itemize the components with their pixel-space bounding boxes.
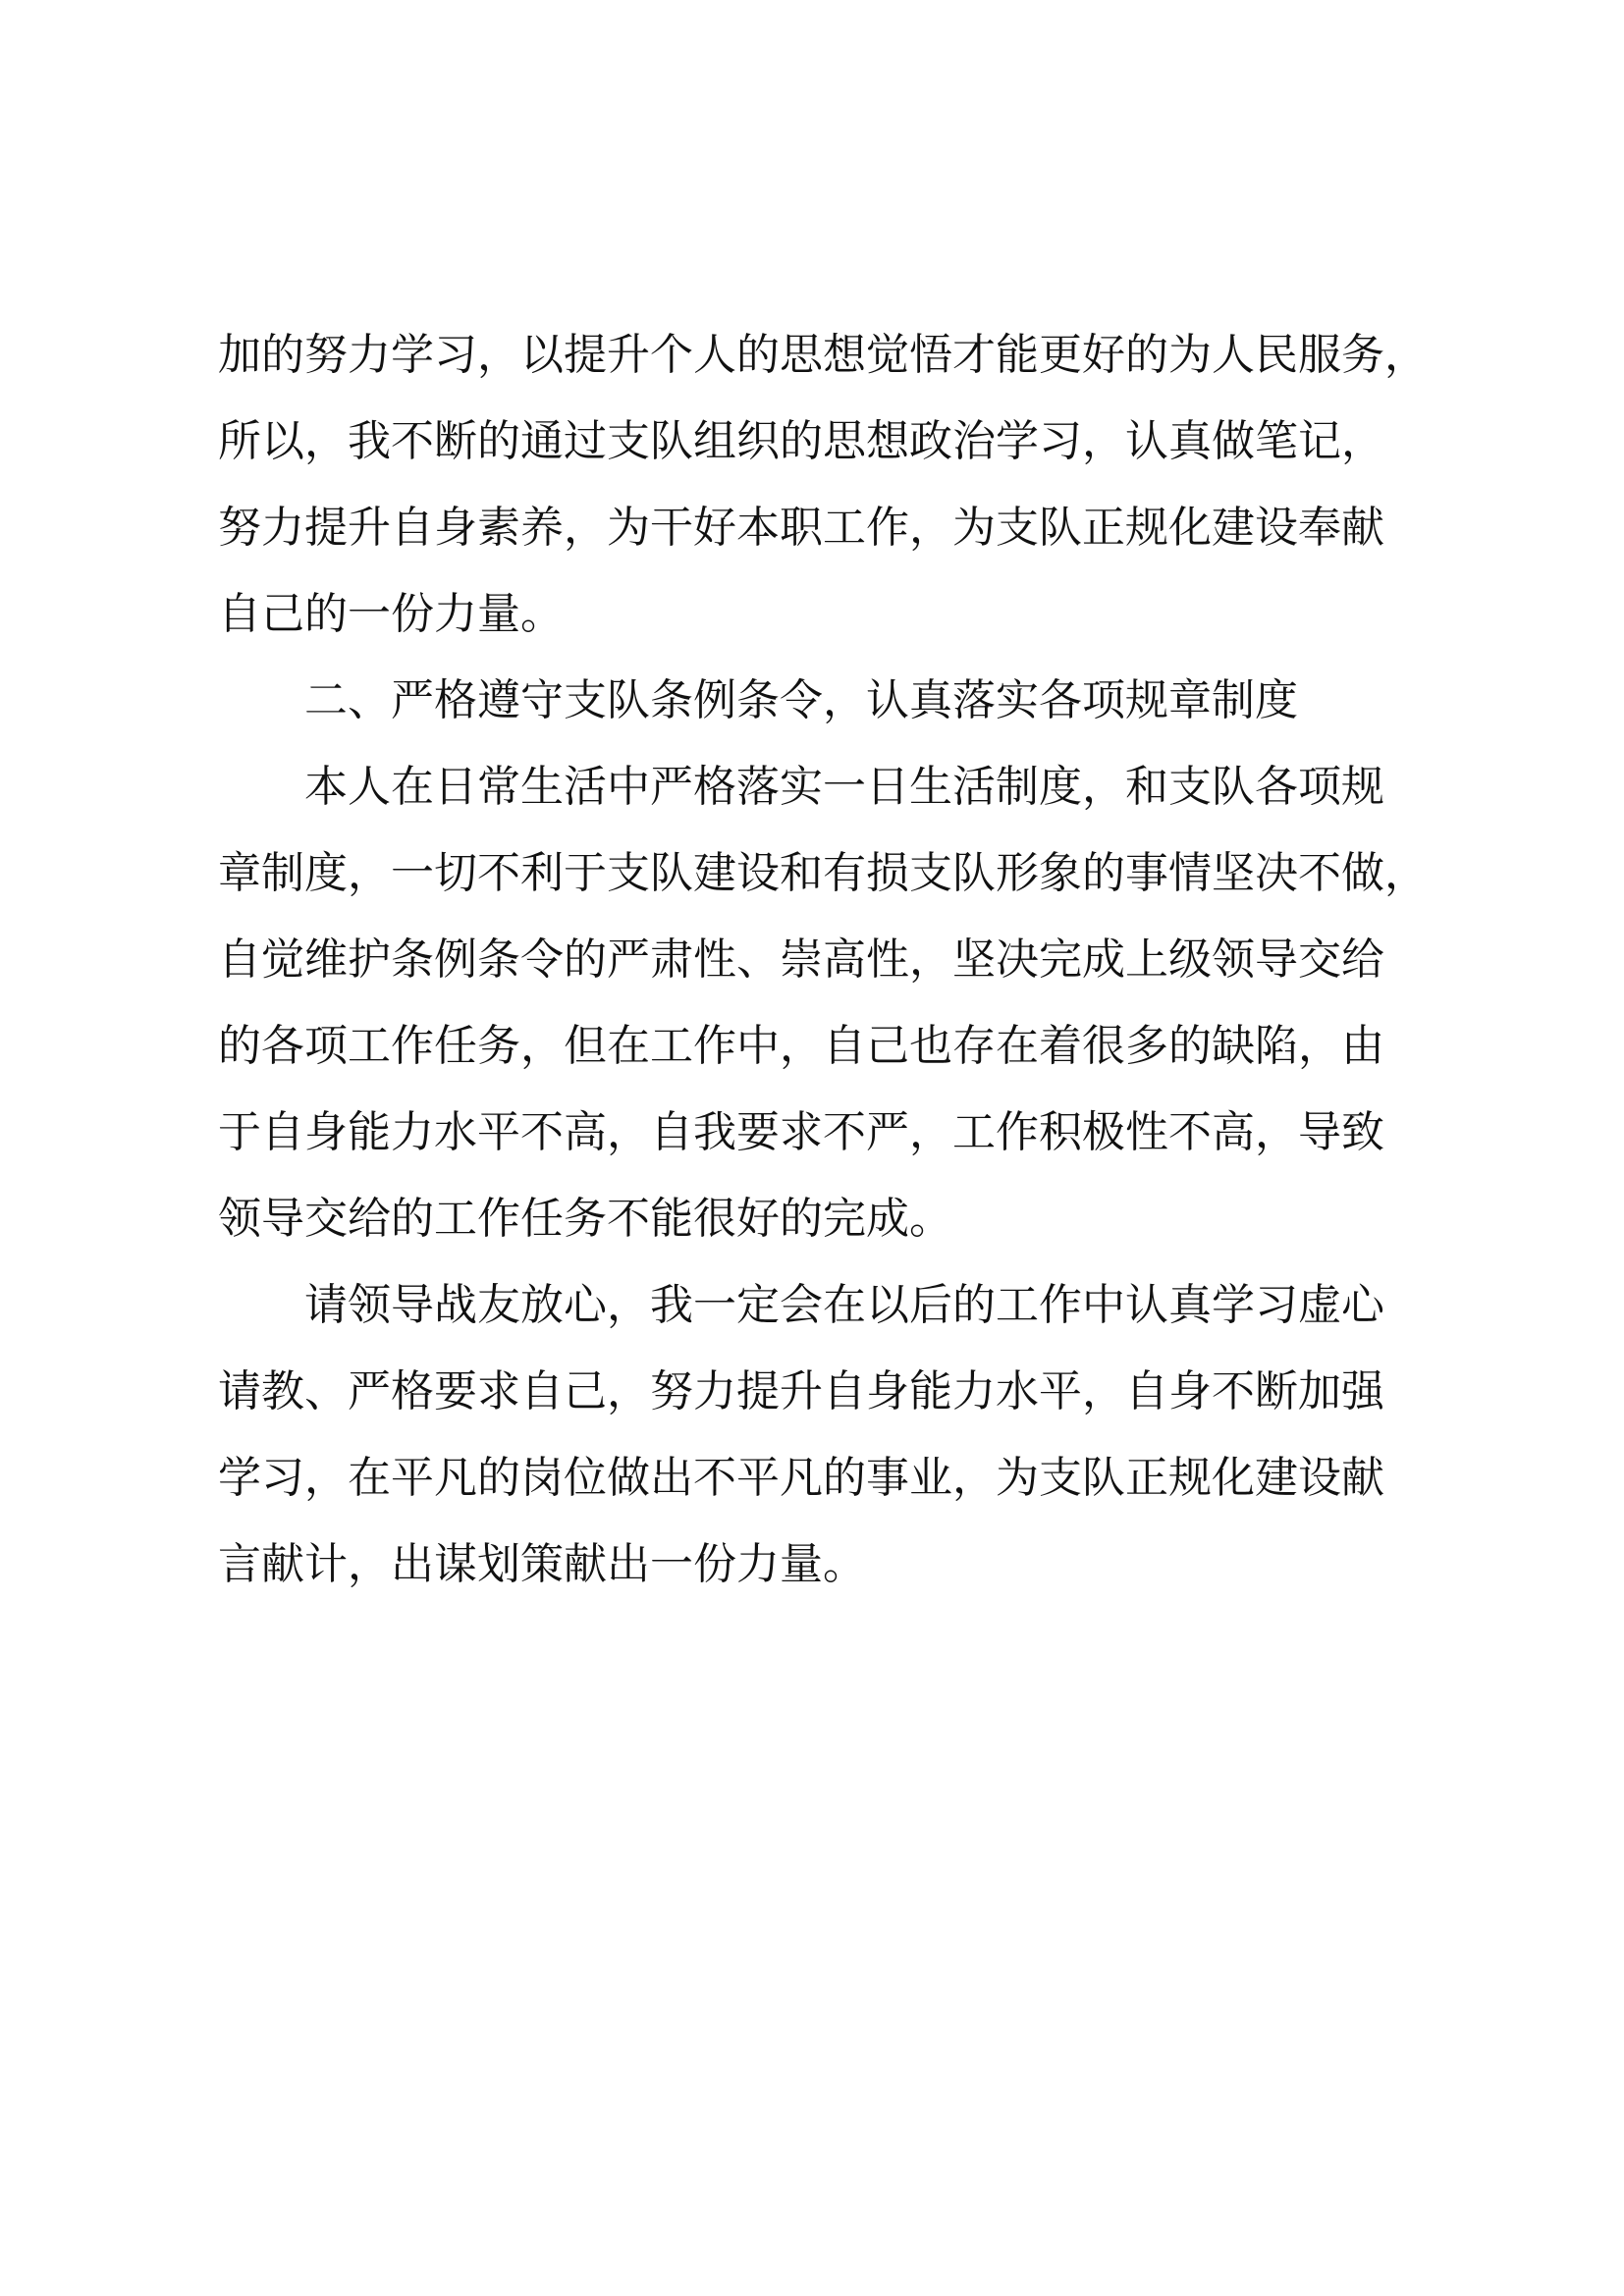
paragraph-1-line-4: 自己的一份力量。	[218, 589, 564, 639]
paragraph-2-line-1: 本人在日常生活中严格落实一日生活制度，和支队各项规	[304, 762, 1384, 812]
paragraph-3-line-1: 请领导战友放心，我一定会在以后的工作中认真学习虚心	[304, 1280, 1384, 1330]
paragraph-1-line-3: 努力提升自身素养，为干好本职工作，为支队正规化建设奉献	[218, 503, 1384, 553]
paragraph-1-line-1: 加的努力学习，以提升个人的思想觉悟才能更好的为人民服务，	[218, 330, 1428, 380]
section-heading-2: 二、严格遵守支队条例条令，认真落实各项规章制度	[304, 675, 1298, 725]
paragraph-3-line-2: 请教、严格要求自己，努力提升自身能力水平，自身不断加强	[218, 1366, 1384, 1416]
paragraph-2-line-6: 领导交给的工作任务不能很好的完成。	[218, 1194, 952, 1244]
paragraph-1-line-2: 所以，我不断的通过支队组织的思想政治学习，认真做笔记，	[218, 416, 1384, 466]
paragraph-2-line-2: 章制度，一切不利于支队建设和有损支队形象的事情坚决不做，	[218, 848, 1428, 898]
paragraph-3-line-4: 言献计，出谋划策献出一份力量。	[218, 1539, 866, 1589]
paragraph-2-line-3: 自觉维护条例条令的严肃性、崇高性，坚决完成上级领导交给	[218, 934, 1384, 985]
paragraph-2-line-4: 的各项工作任务，但在工作中，自己也存在着很多的缺陷，由	[218, 1021, 1384, 1071]
paragraph-2-line-5: 于自身能力水平不高，自我要求不严，工作积极性不高，导致	[218, 1107, 1384, 1157]
paragraph-3-line-3: 学习，在平凡的岗位做出不平凡的事业，为支队正规化建设献	[218, 1453, 1384, 1503]
document-body	[218, 312, 1435, 1608]
